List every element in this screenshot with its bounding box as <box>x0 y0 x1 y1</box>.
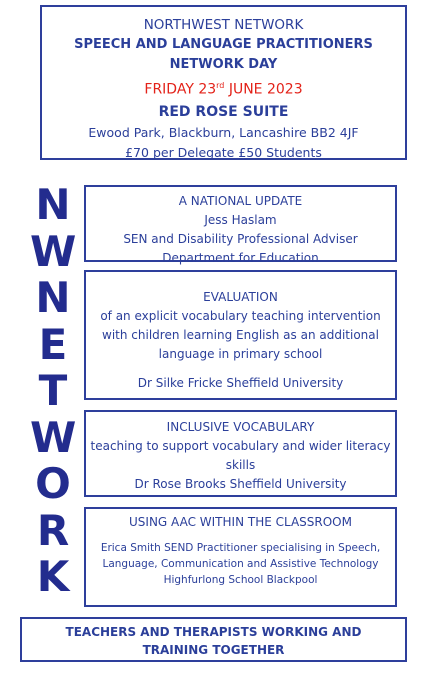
event-price: £70 per Delegate £50 Students <box>125 144 322 160</box>
session-speaker-role: SEN and Disability Professional Adviser <box>123 232 358 246</box>
network-name: NORTHWEST NETWORK <box>143 17 304 33</box>
session-description-line: with children learning English as an additional <box>102 328 379 342</box>
session-speaker-line: Highfurlong School Blackpool <box>163 574 318 586</box>
vertical-letter: R <box>36 505 70 555</box>
session-speaker-line: Language, Communication and Assistive Technology <box>102 558 379 570</box>
session-speaker-line: Erica Smith SEND Practitioner specialising in Speech, <box>100 542 381 554</box>
session-title: EVALUATION <box>203 290 278 304</box>
event-title-line-2: NETWORK DAY <box>169 57 278 72</box>
session-speaker: Dr Rose Brooks Sheffield University <box>134 477 347 491</box>
session-title: USING AAC WITHIN THE CLASSROOM <box>129 515 352 529</box>
vertical-letter: E <box>38 319 68 369</box>
session-national-update <box>84 185 397 265</box>
session-description-line: teaching to support vocabulary and wider literacy <box>90 439 391 453</box>
session-title: A NATIONAL UPDATE <box>178 194 303 208</box>
session-description-line: language in primary school <box>158 347 323 361</box>
footer-slogan-line-2: TRAINING TOGETHER <box>142 643 285 657</box>
event-title-line-1: SPEECH AND LANGUAGE PRACTITIONERS <box>74 37 373 52</box>
event-date-day: FRIDAY 23 <box>144 81 217 98</box>
event-header-box <box>40 5 407 160</box>
footer-slogan-box <box>20 617 407 662</box>
session-title: INCLUSIVE VOCABULARY <box>166 420 315 434</box>
vertical-letter: N <box>35 180 71 229</box>
session-description-line: of an explicit vocabulary teaching intervention <box>100 309 381 323</box>
session-description-line: skills <box>225 458 256 472</box>
spacer <box>86 364 395 374</box>
vertical-letter: W <box>30 412 77 462</box>
session-evaluation <box>84 270 397 400</box>
vertical-letter: O <box>35 459 71 508</box>
event-date <box>42 75 405 101</box>
footer-slogan-line-1: TEACHERS AND THERAPISTS WORKING AND <box>65 625 362 639</box>
session-aac <box>84 507 397 607</box>
event-address: Ewood Park, Blackburn, Lancashire BB2 4JF <box>88 124 359 140</box>
session-inclusive-vocabulary <box>84 410 397 497</box>
vertical-letter: K <box>36 552 70 601</box>
session-speaker-org: Department for Education <box>162 251 319 265</box>
vertical-letter: W <box>30 226 77 276</box>
session-speaker: Dr Silke Fricke Sheffield University <box>137 376 344 390</box>
spacer <box>86 532 395 540</box>
event-date-suffix: rd <box>216 81 225 90</box>
vertical-network-word <box>30 182 76 601</box>
vertical-letter: N <box>35 273 71 322</box>
session-speaker: Jess Haslam <box>204 213 277 227</box>
vertical-letter: T <box>38 366 68 415</box>
event-venue: RED ROSE SUITE <box>158 103 289 120</box>
event-date-month-year: JUNE 2023 <box>224 81 303 98</box>
